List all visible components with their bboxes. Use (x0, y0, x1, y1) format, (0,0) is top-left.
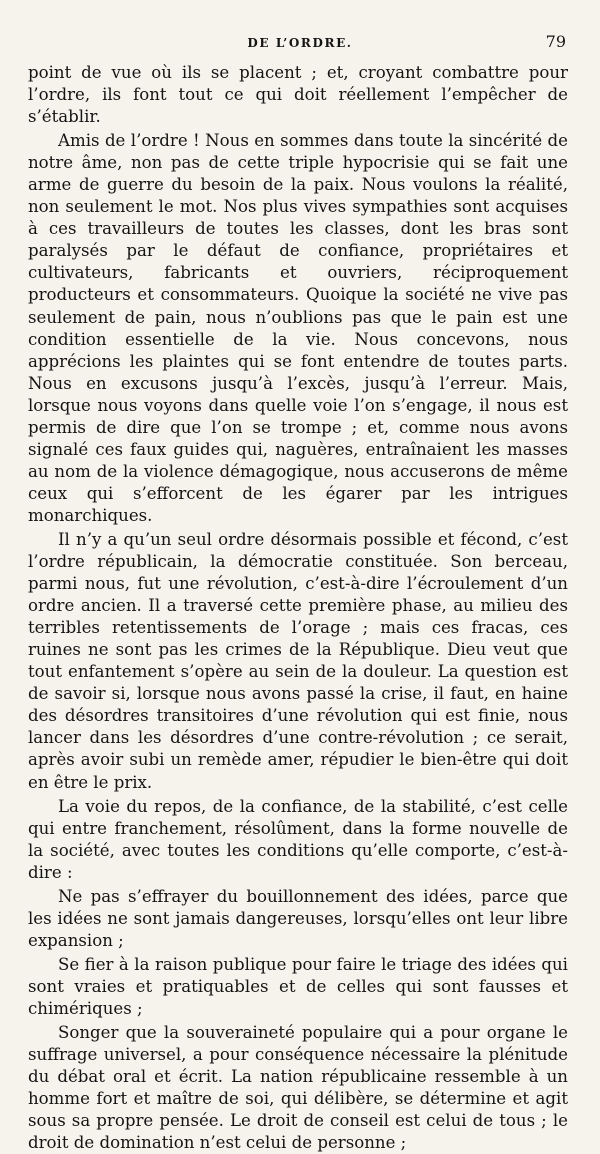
paragraph: point de vue où ils se placent ; et, croyant combattre pour l’ordre, ils font tout ce qui doit réellement l’empêcher de s’établir. (28, 63, 568, 127)
paragraph: Il n’y a qu’un seul ordre désormais possible et fécond, c’est l’ordre républicain, la démocratie constituée. Son berceau, parmi nous, fut une révolution, c’est-à-dire l’écroulement d’un ordre ancien. Il a traversé cette première phase, au milieu des terribles retentissements de l’orage ; mais ces fracas, ces ruines ne sont pas les crimes de la République. Dieu veut que tout enfantement s’opère au sein de la douleur. La question est de savoir si, lorsque nous avons passé la crise, il faut, en haine des désordres transitoires d’une révolution qui est finie, nous lancer dans les désordres d’une contre-révolution ; ce serait, après avoir subi un remède amer, répudier le bien-être qui doit en être le prix. (28, 529, 568, 792)
paragraph: Amis de l’ordre ! Nous en sommes dans toute la sincérité de notre âme, non pas de cette triple hypocrisie qui se fait une arme de guerre du besoin de la paix. Nous voulons la réalité, non seulement le mot. Nos plus vives sympathies sont acquises à ces travailleurs de toutes les classes, dont les bras sont paralysés par le défaut de confiance, propriétaires et cultivateurs, fabricants et ouvriers, réciproquement producteurs et consommateurs. Quoique la société ne vive pas seulement de pain, nous n’oublions pas que le pain est une condition essentielle de la vie. Nous concevons, nous apprécions les plaintes qui se font entendre de toutes parts. Nous en excusons jusqu’à l’excès, jusqu’à l’erreur. Mais, lorsque nous voyons dans quelle voie l’on s’engage, il nous est permis de dire que l’on se trompe ; et, comme nous avons signalé ces faux guides qui, naguères, entraînaient les masses au nom de la violence démagogique, nous accuserons de même ceux qui s’efforcent de les égarer par les intrigues monarchiques. (28, 131, 568, 525)
page-number: 79 (545, 32, 566, 51)
list-paragraph: Songer que la souveraineté populaire qui a pour organe le suffrage universel, a pour conséquence nécessaire la plénitude du débat oral et écrit. La nation républicaine ressemble à un homme fort et maître de soi, qui délibère, se détermine et agit sous sa propre pensée. Le droit de conseil est celui de tous ; le droit de domination n’est celui de personne ; (28, 1023, 568, 1153)
list-paragraph: Ne pas s’effrayer du bouillonnement des idées, parce que les idées ne sont jamais dangereuses, lorsqu’elles ont leur libre expansion ; (28, 886, 568, 950)
running-title: DE L’ORDRE. (247, 36, 353, 50)
paragraph: La voie du repos, de la confiance, de la stabilité, c’est celle qui entre franchement, résolûment, dans la forme nouvelle de la société, avec toutes les conditions qu’elle comporte, c’est-à-dire : (28, 796, 568, 882)
list-paragraph: Se fier à la raison publique pour faire le triage des idées qui sont vraies et pratiquables et de celles qui sont fausses et chimériques ; (28, 954, 568, 1018)
page-body (28, 62, 568, 1154)
